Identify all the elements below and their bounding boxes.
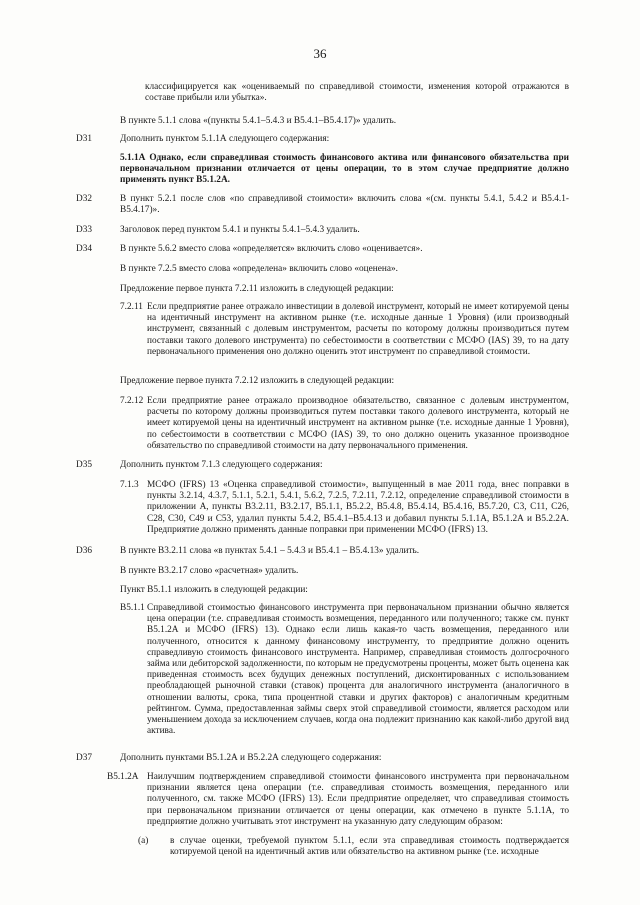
paragraph-continuation: классифицируется как «оцениваемый по справедливой стоимости, изменения которой отражаются в составе прибыли или убытка». [145,82,569,104]
number-7-2-11: 7.2.11 [120,302,143,312]
paragraph-7-2-11: Если предприятие ранее отражало инвестиции в долевой инструмент, который не имеет котируемой цены на идентичный инструмент на активном рынке (т.е. исходные данные 1 Уровня) (или производный инструмент, связанный с долевым инструментом, расчеты по которому должны производиться путем поставки такого долевого инструмента) по себестоимости в соответствии с МСФО (IAS) 39, то на дату первоначального применения оно должно оценить этот инструмент по справедливой стоимости. [147,302,569,357]
paragraph-b5-1-1-intro: Пункт В5.1.1 изложить в следующей редакции: [120,585,308,595]
paragraph-b5-1-2a: Наилучшим подтверждением справедливой стоимости финансового инструмента при первоначальном признании является цена операции (т.е. справедливая стоимость возмещения, переданного или полученного, см. также МСФО (IFRS) 13). Если предприятие определяет, что справедливая стоимость при первоначальном признании отличается от цены операции, как отмечено в пункте 5.1.1А, то предприятие должно учитывать этот инструмент на указанную дату следующим образом: [147,772,569,827]
label-d36: D36 [76,546,93,556]
label-d34: D34 [76,244,93,254]
label-d37: D37 [76,753,93,763]
paragraph-d36: В пункте В3.2.11 слова «в пунктах 5.4.1 – 5.4.3 и В5.4.1 – В5.4.13» удалить. [120,546,420,556]
label-d32: D32 [76,194,93,204]
paragraph-7-2-11-intro: Предложение первое пункта 7.2.11 изложить в следующей редакции: [120,284,394,294]
paragraph-b5-1-1: Справедливой стоимостью финансового инструмента при первоначальном признании обычно является цена операции (т.е. справедливая стоимость возмещения, переданного или полученного; также см. пункт В5.1.2А и МСФО (IFRS) 13). Однако если лишь какая-то часть возмещения, переданного или полученного, относится к данному финансовому инструменту, то предприятие должно оценить справедливую стоимость финансового инструмента. Например, справедливая стоимость долгосрочного займа или дебиторской задолженности, по которым не предусмотрены проценты, может быть оценена как приведенная стоимость всех будущих денежных поступлений, дисконтированных с использованием преобладающей рыночной ставки (ставок) процента для аналогичного инструмента (аналогичного в отношении валюты, срока, типа процентной ставки и других факторов) с аналогичным кредитным рейтингом. Сумма, предоставленная займы сверх этой справедливой стоимости, является расходом или уменьшением дохода за исключением случаев, когда она подлежит признанию как какой-либо другой вид актива. [147,603,569,737]
number-7-2-12: 7.2.12 [120,396,144,406]
text-5-1-1a-bold: 5.1.1А Однако, если справедливая стоимость финансового актива или финансового обязательства при первоначальном признании отличается от цены операции, то в этом случае предприятие должно применять пункт В5.1.2А. [120,153,569,186]
paragraph-d31: Дополнить пунктом 5.1.1А следующего содержания: [120,134,330,144]
paragraph-d32: В пункт 5.2.1 после слов «по справедливой стоимости» включить слова «(см. пункты 5.4.1, 5.4.2 и В5.4.1-В5.4.17)». [120,194,569,216]
paragraph-d35: Дополнить пунктом 7.1.3 следующего содержания: [120,460,323,470]
number-b5-1-2a: В5.1.2А [107,772,139,782]
label-d35: D35 [76,460,93,470]
paragraph-7-1-3: МСФО (IFRS) 13 «Оценка справедливой стоимости», выпущенный в мае 2011 года, внес поправки в пункты 3.2.14, 4.3.7, 5.1.1, 5.2.1, 5.4.1, 5.6.2, 7.2.5, 7.2.11, 7.2.12, определение справедливой стоимости в приложении А, пункты В3.2.11, В3.2.17, В5.1.1, В5.2.2, В5.4.8, В5.4.14, В5.4.16, В5.7.20, С3, С11, С26, С28, С30, С49 и С53, удалил пункты 5.4.2, В5.4.1–В5.4.13 и добавил пункты 5.1.1А, В5.1.2А и В5.2.2А. Предприятие должно применять данные поправки при применении МСФО (IFRS) 13. [147,480,569,535]
paragraph-5-1-1: В пункте 5.1.1 слова «(пункты 5.4.1–5.4.3 и B5.4.1–B5.4.17)» удалить. [120,116,397,126]
paragraph-d34: В пункте 5.6.2 вместо слова «определяется» включить слово «оценивается». [120,244,423,254]
label-d31: D31 [76,134,93,144]
paragraph-d37: Дополнить пунктами В5.1.2А и В5.2.2А следующего содержания: [120,753,382,763]
paragraph-7-2-12-intro: Предложение первое пункта 7.2.12 изложить в следующей редакции: [120,376,395,386]
paragraph-5-1-1a [120,153,569,187]
page-number: 36 [313,46,327,61]
paragraph-item-a: в случае оценки, требуемой пунктом 5.1.1, если эта справедливая стоимость подтверждается котируемой ценой на идентичный актив или обязательство на активном рынке (т.е. исходные [170,836,569,858]
number-b5-1-1: В5.1.1 [120,603,145,613]
label-d33: D33 [76,225,93,235]
number-7-1-3: 7.1.3 [120,480,139,490]
item-a-marker: (а) [138,836,149,846]
paragraph-d33: Заголовок перед пунктом 5.4.1 и пункты 5.4.1–5.4.3 удалить. [120,225,360,235]
paragraph-7-2-12: Если предприятие ранее отражало производное обязательство, связанное с долевым инструментом, расчеты по которому должны производиться путем поставки такого долевого инструмента, который не имеет котируемой цены на идентичный инструмент на активном рынке (т.е. исходные данные 1 Уровня), по себестоимости в соответствии с МСФО (IAS) 39, то оно должно оценить указанное производное обязательство по справедливой стоимости на дату первоначального применения. [147,396,569,451]
paragraph-b3-2-17: В пункте В3.2.17 слово «расчетная» удалить. [120,566,299,576]
paragraph-7-2-5: В пункте 7.2.5 вместо слова «определена» включить слово «оценена». [120,264,398,274]
